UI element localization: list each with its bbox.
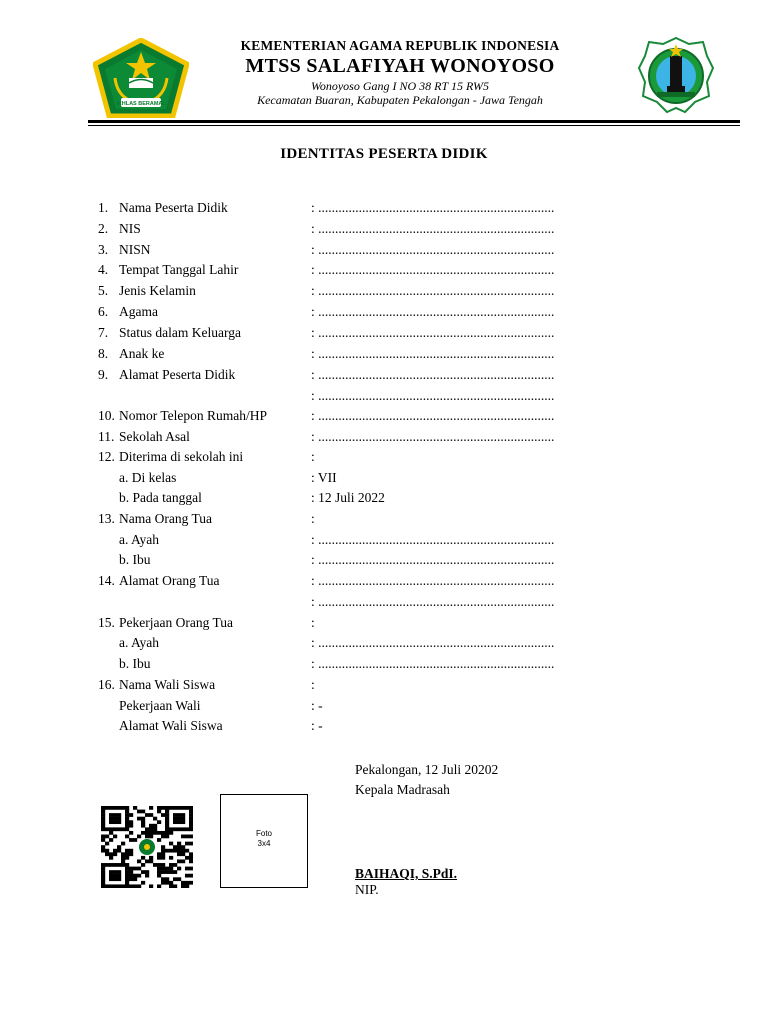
row-value: : ......................................................................: [311, 573, 555, 588]
row-label: Nama Wali Siswa: [119, 677, 216, 692]
row-value: : 12 Juli 2022: [311, 490, 385, 505]
row-label: Pekerjaan Wali: [119, 698, 201, 713]
row-number: 12.: [98, 449, 115, 464]
row-number: 3.: [98, 242, 109, 257]
row-number: 14.: [98, 573, 115, 588]
row-value: : ......................................................................: [311, 532, 555, 547]
row-label: Diterima di sekolah ini: [119, 449, 244, 464]
row-number: 5.: [98, 283, 109, 298]
row-value: : ......................................................................: [311, 242, 555, 257]
row-label: Nomor Telepon Rumah/HP: [119, 408, 268, 423]
letterhead-rule-thin: [88, 125, 740, 126]
row-value: : ......................................................................: [311, 594, 555, 609]
row-value: : ......................................................................: [311, 325, 555, 340]
signature-place-date: Pekalongan, 12 Juli 20202: [355, 762, 499, 777]
row-number: 1.: [98, 200, 109, 215]
row-number: 15.: [98, 615, 115, 630]
row-label: Anak ke: [119, 346, 165, 361]
row-label: Nama Peserta Didik: [119, 200, 228, 215]
row-value: :: [311, 511, 315, 526]
photo-size: 3x4: [257, 839, 271, 848]
row-value: : ......................................................................: [311, 262, 555, 277]
row-label: Status dalam Keluarga: [119, 325, 241, 340]
row-label: Agama: [119, 304, 158, 319]
qr-code-icon: [101, 806, 193, 888]
signature-nip: NIP.: [355, 882, 379, 897]
row-value: : -: [311, 698, 323, 713]
letterhead: [200, 38, 600, 107]
row-value: :: [311, 677, 315, 692]
left-logo-text: IKHLAS BERAMAL: [116, 101, 166, 107]
row-value: : ......................................................................: [311, 283, 555, 298]
row-number: 10.: [98, 408, 115, 423]
row-value: : ......................................................................: [311, 635, 555, 650]
row-label: Pekerjaan Orang Tua: [119, 615, 233, 630]
row-label: b. Pada tanggal: [119, 490, 202, 505]
row-number: 13.: [98, 511, 115, 526]
row-label: NISN: [119, 242, 151, 257]
row-label: a. Ayah: [119, 635, 159, 650]
row-value: :: [311, 449, 315, 464]
school-address-line1: Wonoyoso Gang I NO 38 RT 15 RW5: [310, 79, 490, 93]
row-label: Alamat Peserta Didik: [119, 367, 236, 382]
ministry-name: KEMENTERIAN AGAMA REPUBLIK INDONESIA: [240, 38, 560, 53]
row-value: : ......................................................................: [311, 429, 555, 444]
signature-position: Kepala Madrasah: [355, 782, 450, 797]
row-value: : ......................................................................: [311, 200, 555, 215]
photo-box: [220, 794, 308, 888]
row-label: Alamat Wali Siswa: [119, 718, 223, 733]
row-value: : ......................................................................: [311, 221, 555, 236]
row-number: 2.: [98, 221, 109, 236]
row-value: : ......................................................................: [311, 656, 555, 671]
row-value: : ......................................................................: [311, 304, 555, 319]
row-value: : ......................................................................: [311, 367, 555, 382]
row-label: Alamat Orang Tua: [119, 573, 220, 588]
row-label: Sekolah Asal: [119, 429, 190, 444]
row-label: b. Ibu: [119, 552, 151, 567]
row-label: Nama Orang Tua: [119, 511, 212, 526]
row-number: 7.: [98, 325, 109, 340]
row-value: : ......................................................................: [311, 388, 555, 403]
school-address-line2: Kecamatan Buaran, Kabupaten Pekalongan - Jawa Tengah: [257, 93, 543, 107]
row-label: Jenis Kelamin: [119, 283, 196, 298]
row-label: a. Di kelas: [119, 470, 177, 485]
signature-name: BAIHAQI, S.PdI.: [355, 866, 458, 881]
row-value: :: [311, 615, 315, 630]
row-label: a. Ayah: [119, 532, 159, 547]
row-label: Tempat Tanggal Lahir: [119, 262, 239, 277]
school-crest-icon: [637, 36, 715, 114]
document-title: IDENTITAS PESERTA DIDIK: [280, 146, 488, 162]
row-value: : -: [311, 718, 323, 733]
row-value: : ......................................................................: [311, 552, 555, 567]
row-number: 4.: [98, 262, 109, 277]
photo-label: Foto: [255, 829, 272, 838]
row-label: NIS: [119, 221, 141, 236]
school-name: MTSS SALAFIYAH WONOYOSO: [245, 55, 555, 77]
letterhead-rule-thick: [88, 120, 740, 123]
row-value: : VII: [311, 470, 337, 485]
kemenag-emblem-icon: [93, 38, 189, 118]
row-number: 9.: [98, 367, 109, 382]
row-value: : ......................................................................: [311, 408, 555, 423]
row-label: b. Ibu: [119, 656, 151, 671]
row-number: 8.: [98, 346, 109, 361]
row-number: 11.: [98, 429, 115, 444]
row-value: : ......................................................................: [311, 346, 555, 361]
row-number: 6.: [98, 304, 109, 319]
row-number: 16.: [98, 677, 115, 692]
